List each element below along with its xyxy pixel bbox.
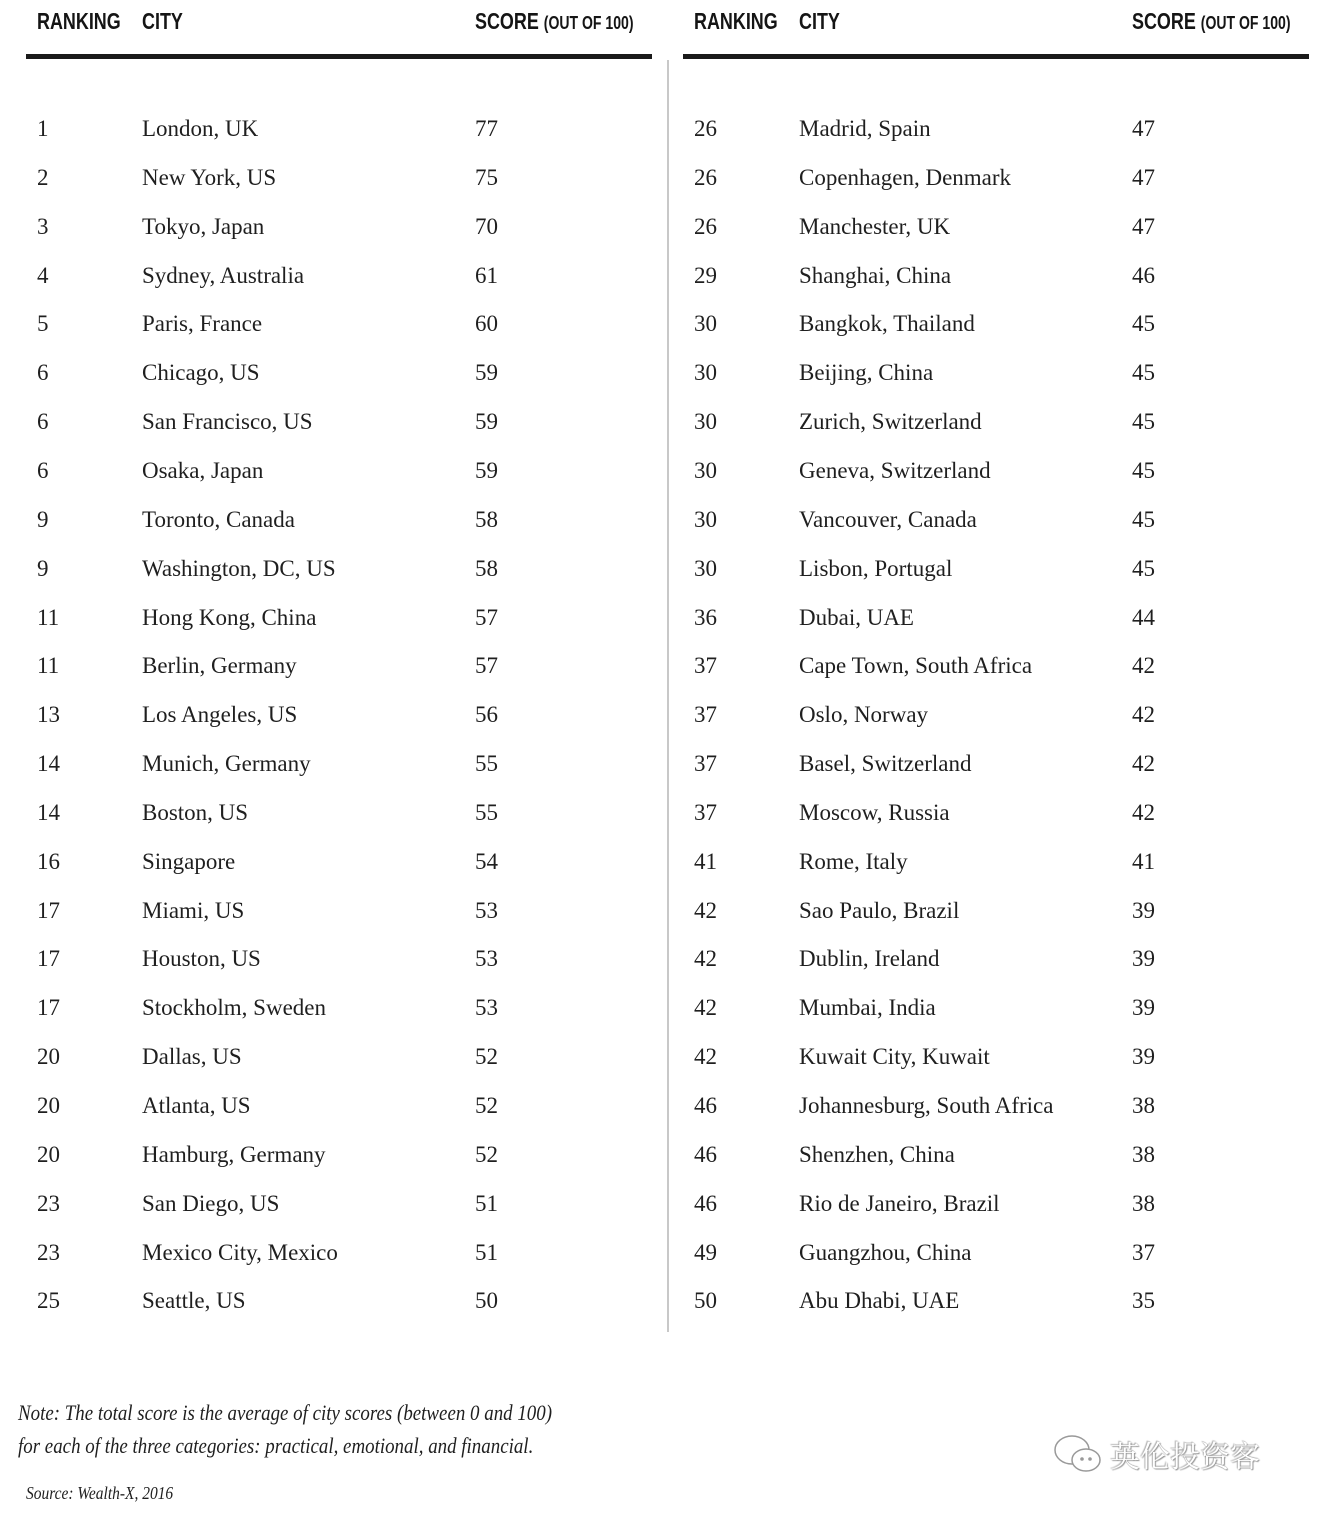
city-cell: Madrid, Spain	[799, 116, 931, 141]
table-row	[26, 847, 652, 877]
city-cell: Chicago, US	[142, 360, 260, 386]
rank-cell: 37	[694, 799, 717, 825]
table-row	[26, 749, 652, 779]
score-cell: 54	[475, 848, 498, 874]
score-cell: 45	[1132, 360, 1155, 386]
score-cell: 42	[1132, 702, 1155, 728]
rank-cell: 16	[37, 848, 60, 874]
rank-cell: 14	[37, 799, 60, 825]
table-row	[683, 1140, 1309, 1170]
header-city: CITY	[799, 8, 840, 34]
table-row	[26, 798, 652, 828]
city-cell: Berlin, Germany	[142, 653, 297, 679]
table-row	[26, 603, 652, 633]
table-row	[26, 1042, 652, 1072]
rank-cell: 13	[37, 702, 60, 728]
city-cell: Johannesburg, South Africa	[799, 1093, 1054, 1118]
table-row	[683, 944, 1309, 974]
city-cell: Dublin, Ireland	[799, 946, 940, 972]
city-cell: Moscow, Russia	[799, 799, 950, 825]
table-row	[26, 114, 652, 144]
rank-cell: 37	[694, 751, 717, 777]
rank-cell: 50	[694, 1288, 717, 1314]
rank-cell: 26	[694, 164, 717, 190]
city-cell: Rio de Janeiro, Brazil	[799, 1190, 1000, 1216]
city-cell: London, UK	[142, 116, 259, 141]
table-row	[683, 114, 1309, 144]
score-cell: 53	[475, 946, 498, 972]
table-row	[683, 212, 1309, 242]
score-cell: 57	[475, 604, 498, 630]
city-cell: Kuwait City, Kuwait	[799, 1044, 990, 1070]
city-cell: Basel, Switzerland	[799, 751, 972, 777]
header-ranking: RANKING	[694, 8, 778, 34]
table-row	[26, 163, 652, 193]
score-cell: 38	[1132, 1093, 1155, 1118]
city-cell: Hong Kong, China	[142, 604, 317, 630]
city-cell: Stockholm, Sweden	[142, 995, 326, 1021]
city-cell: Singapore	[142, 848, 236, 874]
table-row	[26, 456, 652, 486]
rank-cell: 20	[37, 1044, 60, 1070]
header-rule	[26, 54, 652, 59]
rank-cell: 42	[694, 1044, 717, 1070]
note-line-1: Note: The total score is the average of city scores (between 0 and 100)	[18, 1400, 553, 1425]
table-row	[683, 163, 1309, 193]
score-cell: 45	[1132, 409, 1155, 435]
table-row	[26, 212, 652, 242]
header-score-sub: (OUT OF 100)	[543, 13, 634, 33]
rank-cell: 30	[694, 360, 717, 386]
rank-cell: 41	[694, 848, 717, 874]
city-cell: Hamburg, Germany	[142, 1141, 326, 1167]
score-cell: 61	[475, 262, 498, 288]
score-cell: 45	[1132, 555, 1155, 581]
wechat-icon	[1052, 1432, 1104, 1476]
rank-cell: 42	[694, 897, 717, 923]
table-row	[26, 1140, 652, 1170]
table-row	[683, 358, 1309, 388]
score-cell: 45	[1132, 457, 1155, 483]
source-credit: Source: Wealth-X, 2016	[26, 1483, 174, 1503]
rank-cell: 30	[694, 555, 717, 581]
score-cell: 50	[475, 1288, 498, 1314]
city-cell: Shenzhen, China	[799, 1141, 955, 1167]
score-cell: 41	[1132, 848, 1155, 874]
table-row	[683, 456, 1309, 486]
table-row	[683, 554, 1309, 584]
header-score-label: SCORE	[1132, 8, 1196, 34]
city-cell: Miami, US	[142, 897, 245, 923]
rank-cell: 4	[37, 262, 49, 288]
header-ranking: RANKING	[37, 8, 121, 34]
rank-cell: 14	[37, 751, 60, 777]
score-cell: 59	[475, 457, 498, 483]
score-cell: 55	[475, 799, 498, 825]
rank-cell: 30	[694, 409, 717, 435]
city-cell: Los Angeles, US	[142, 702, 298, 728]
city-cell: Lisbon, Portugal	[799, 555, 953, 581]
rank-cell: 3	[37, 213, 49, 239]
score-cell: 39	[1132, 995, 1155, 1021]
score-cell: 42	[1132, 799, 1155, 825]
score-cell: 52	[475, 1141, 498, 1167]
score-cell: 37	[1132, 1239, 1155, 1265]
rank-cell: 30	[694, 457, 717, 483]
city-cell: Abu Dhabi, UAE	[799, 1288, 960, 1314]
rank-cell: 11	[37, 604, 60, 630]
score-cell: 46	[1132, 262, 1155, 288]
score-cell: 39	[1132, 1044, 1155, 1070]
city-cell: Beijing, China	[799, 360, 934, 386]
table-row	[26, 1238, 652, 1268]
city-cell: Dallas, US	[142, 1044, 242, 1070]
city-cell: Rome, Italy	[799, 848, 908, 874]
table-row	[683, 261, 1309, 291]
score-cell: 70	[475, 213, 498, 239]
score-cell: 53	[475, 995, 498, 1021]
rank-cell: 23	[37, 1190, 60, 1216]
table-row	[683, 896, 1309, 926]
table-row	[26, 309, 652, 339]
score-cell: 42	[1132, 653, 1155, 679]
city-cell: Atlanta, US	[142, 1093, 251, 1118]
table-row	[683, 749, 1309, 779]
score-cell: 59	[475, 360, 498, 386]
table-row	[683, 505, 1309, 535]
table-row	[26, 1189, 652, 1219]
city-cell: Osaka, Japan	[142, 457, 264, 483]
city-cell: Sao Paulo, Brazil	[799, 897, 960, 923]
table-note	[18, 1396, 552, 1462]
table-row	[683, 847, 1309, 877]
rank-cell: 30	[694, 311, 717, 337]
score-cell: 55	[475, 751, 498, 777]
city-cell: San Francisco, US	[142, 409, 313, 435]
score-cell: 51	[475, 1190, 498, 1216]
table-row	[26, 1286, 652, 1316]
city-cell: Shanghai, China	[799, 262, 952, 288]
table-row	[683, 1091, 1309, 1121]
rank-cell: 1	[37, 116, 49, 141]
city-cell: Dubai, UAE	[799, 604, 914, 630]
table-row	[683, 603, 1309, 633]
watermark	[1052, 1432, 1260, 1476]
rank-cell: 17	[37, 897, 60, 923]
rank-cell: 17	[37, 995, 60, 1021]
city-cell: Cape Town, South Africa	[799, 653, 1033, 679]
score-cell: 42	[1132, 751, 1155, 777]
city-cell: Toronto, Canada	[142, 506, 295, 532]
column-divider	[667, 60, 669, 1332]
table-row	[26, 261, 652, 291]
score-cell: 35	[1132, 1288, 1155, 1314]
header-score-label: SCORE	[475, 8, 539, 34]
table-row	[26, 993, 652, 1023]
rank-cell: 11	[37, 653, 60, 679]
rank-cell: 23	[37, 1239, 60, 1265]
rank-cell: 2	[37, 164, 49, 190]
rank-cell: 42	[694, 995, 717, 1021]
city-cell: Geneva, Switzerland	[799, 457, 991, 483]
city-cell: Munich, Germany	[142, 751, 311, 777]
city-cell: Mumbai, India	[799, 995, 936, 1021]
table-row	[683, 1286, 1309, 1316]
table-row	[26, 651, 652, 681]
score-cell: 57	[475, 653, 498, 679]
table-row	[683, 700, 1309, 730]
rank-cell: 49	[694, 1239, 717, 1265]
table-row	[683, 798, 1309, 828]
rank-cell: 20	[37, 1141, 60, 1167]
city-cell: Sydney, Australia	[142, 262, 305, 288]
rank-cell: 5	[37, 311, 49, 337]
city-cell: Houston, US	[142, 946, 261, 972]
rank-cell: 30	[694, 506, 717, 532]
city-cell: New York, US	[142, 164, 277, 190]
header-score	[1132, 8, 1290, 44]
score-cell: 52	[475, 1044, 498, 1070]
score-cell: 59	[475, 409, 498, 435]
table-row	[683, 1189, 1309, 1219]
score-cell: 47	[1132, 213, 1155, 239]
city-cell: Washington, DC, US	[142, 555, 336, 581]
rank-cell: 6	[37, 409, 49, 435]
score-cell: 60	[475, 311, 498, 337]
city-cell: Seattle, US	[142, 1288, 246, 1314]
city-cell: Tokyo, Japan	[142, 213, 265, 239]
table-row	[26, 505, 652, 535]
table-row	[26, 358, 652, 388]
score-cell: 52	[475, 1093, 498, 1118]
watermark-text: 英伦投资客	[1110, 1440, 1260, 1475]
score-cell: 75	[475, 164, 498, 190]
rank-cell: 37	[694, 702, 717, 728]
rank-cell: 25	[37, 1288, 60, 1314]
rank-cell: 46	[694, 1093, 717, 1118]
rank-cell: 29	[694, 262, 717, 288]
score-cell: 39	[1132, 897, 1155, 923]
rank-cell: 37	[694, 653, 717, 679]
city-cell: Boston, US	[142, 799, 249, 825]
city-cell: Zurich, Switzerland	[799, 409, 982, 435]
rank-cell: 6	[37, 457, 49, 483]
table-row	[683, 993, 1309, 1023]
score-cell: 51	[475, 1239, 498, 1265]
table-row	[683, 1238, 1309, 1268]
note-line-2: for each of the three categories: practical, emotional, and financial.	[18, 1433, 534, 1458]
rank-cell: 36	[694, 604, 717, 630]
rank-cell: 20	[37, 1093, 60, 1118]
city-cell: Mexico City, Mexico	[142, 1239, 338, 1265]
city-cell: Guangzhou, China	[799, 1239, 972, 1265]
score-cell: 58	[475, 555, 498, 581]
table-row	[26, 896, 652, 926]
rank-cell: 9	[37, 506, 49, 532]
table-row	[683, 309, 1309, 339]
table-row	[26, 554, 652, 584]
city-cell: Bangkok, Thailand	[799, 311, 975, 337]
rank-cell: 6	[37, 360, 49, 386]
table-row	[683, 651, 1309, 681]
score-cell: 53	[475, 897, 498, 923]
rank-cell: 42	[694, 946, 717, 972]
rank-cell: 26	[694, 213, 717, 239]
score-cell: 47	[1132, 116, 1155, 141]
rank-cell: 26	[694, 116, 717, 141]
score-cell: 45	[1132, 311, 1155, 337]
score-cell: 38	[1132, 1141, 1155, 1167]
header-rule	[683, 54, 1309, 59]
table-row	[26, 407, 652, 437]
table-row	[26, 1091, 652, 1121]
city-cell: San Diego, US	[142, 1190, 280, 1216]
rank-cell: 17	[37, 946, 60, 972]
table-row	[683, 407, 1309, 437]
city-cell: Vancouver, Canada	[799, 506, 977, 532]
rank-cell: 9	[37, 555, 49, 581]
score-cell: 58	[475, 506, 498, 532]
table-row	[26, 700, 652, 730]
rank-cell: 46	[694, 1190, 717, 1216]
score-cell: 56	[475, 702, 498, 728]
rank-cell: 46	[694, 1141, 717, 1167]
city-cell: Paris, France	[142, 311, 263, 337]
score-cell: 44	[1132, 604, 1155, 630]
score-cell: 47	[1132, 164, 1155, 190]
score-cell: 38	[1132, 1190, 1155, 1216]
header-score	[475, 8, 633, 44]
score-cell: 39	[1132, 946, 1155, 972]
score-cell: 45	[1132, 506, 1155, 532]
table-row	[683, 1042, 1309, 1072]
table-row	[26, 944, 652, 974]
header-score-sub: (OUT OF 100)	[1200, 13, 1291, 33]
city-cell: Oslo, Norway	[799, 702, 929, 728]
city-cell: Manchester, UK	[799, 213, 951, 239]
city-cell: Copenhagen, Denmark	[799, 164, 1012, 190]
score-cell: 77	[475, 116, 498, 141]
header-city: CITY	[142, 8, 183, 34]
